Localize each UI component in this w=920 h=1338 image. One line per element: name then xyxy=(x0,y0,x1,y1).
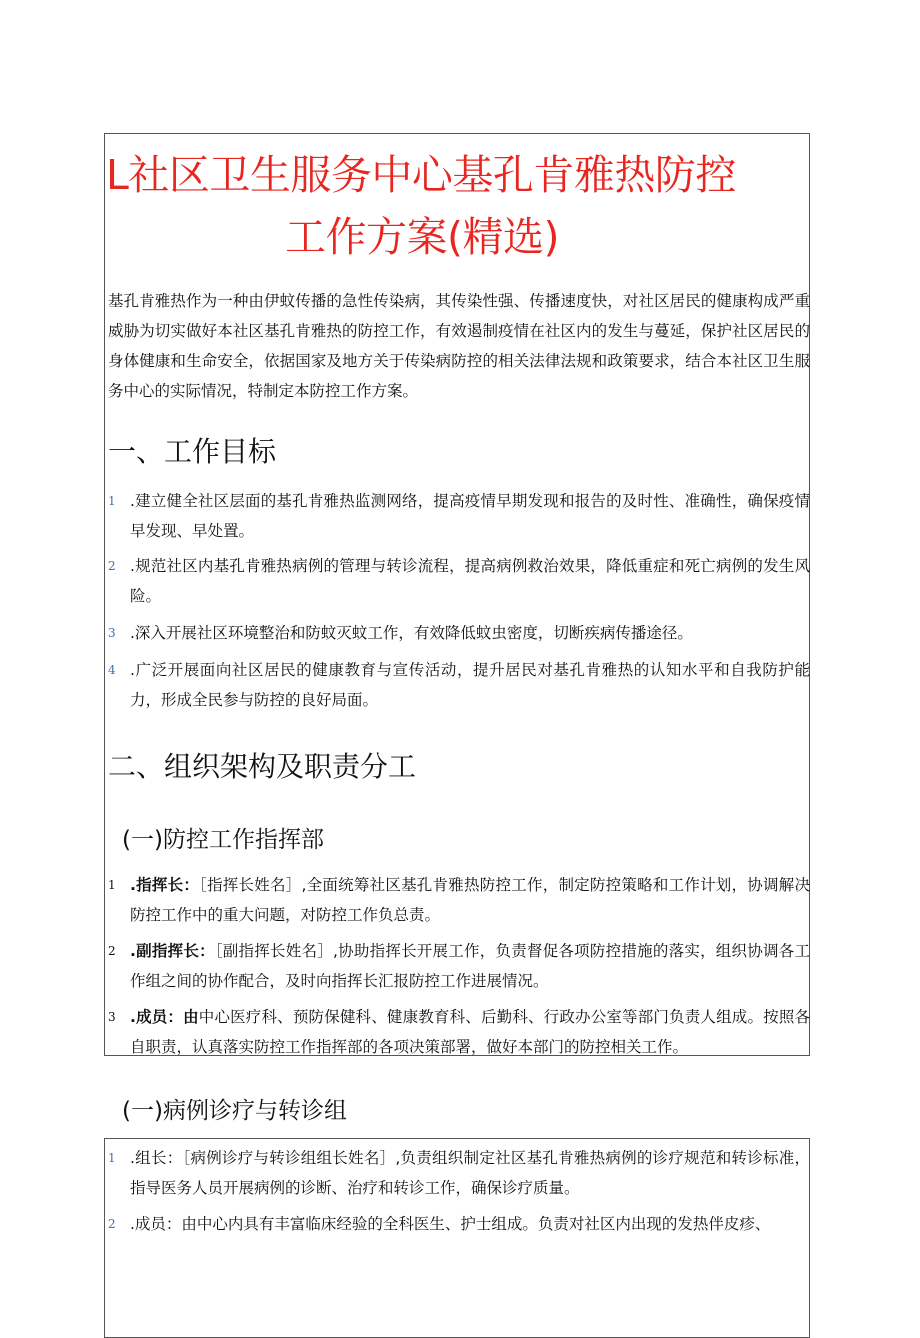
item-number: 4 xyxy=(108,663,116,677)
subsection-treatment-heading: (一)病例诊疗与转诊组 xyxy=(122,1098,347,1124)
command-item-2 xyxy=(108,936,810,996)
item-text: .广泛开展面向社区居民的健康教育与宣传活动，提升居民对基孔肯雅热的认知水平和自我防护能力，形成全民参与防控的良好局面。 xyxy=(130,661,810,709)
section-1-heading: 一、工作目标 xyxy=(108,435,277,468)
goal-item-1 xyxy=(108,486,810,546)
item-text: .规范社区内基孔肯雅热病例的管理与转诊流程，提高病例救治效果，降低重症和死亡病例的发生风险。 xyxy=(130,557,810,605)
item-lead: .指挥长： xyxy=(130,876,200,894)
item-lead: .成员：由 xyxy=(130,1008,199,1026)
item-number: 1 xyxy=(108,494,116,508)
intro-paragraph: 基孔肯雅热作为一种由伊蚊传播的急性传染病，其传染性强、传播速度快，对社区居民的健康构成严重威胁为切实做好本社区基孔肯雅热的防控工作，有效遏制疫情在社区内的发生与蔓延，保护社区居民的身体健康和生命安全，依据国家及地方关于传染病防控的相关法律法规和政策要求，结合本社区卫生服务中心的实际情况，特制定本防控工作方案。 xyxy=(108,292,810,400)
goal-item-4 xyxy=(108,655,810,715)
item-text xyxy=(108,936,810,996)
item-number: 1 xyxy=(108,878,116,892)
item-number: 1 xyxy=(108,1151,116,1165)
item-text: .深入开展社区环境整治和防蚊灭蚊工作，有效降低蚊虫密度，切断疾病传播途径。 xyxy=(130,624,693,642)
item-text: .成员：由中心内具有丰富临床经验的全科医生、护士组成。负责对社区内出现的发热伴皮疹、 xyxy=(130,1215,771,1233)
treatment-item-2 xyxy=(108,1209,810,1241)
command-item-3 xyxy=(108,1002,810,1062)
item-number: 3 xyxy=(108,626,116,640)
item-number: 2 xyxy=(108,1217,116,1231)
goal-item-2 xyxy=(108,551,810,611)
treatment-item-1 xyxy=(108,1143,810,1203)
section-2-heading: 二、组织架构及职责分工 xyxy=(108,750,417,783)
command-item-1 xyxy=(108,870,810,930)
item-lead: .副指挥长： xyxy=(130,942,215,960)
document-title-line-2: 工作方案(精选) xyxy=(285,213,559,261)
item-text: .建立健全社区层面的基孔肯雅热监测网络，提高疫情早期发现和报告的及时性、准确性，确保疫情早发现、早处置。 xyxy=(130,492,810,540)
goal-item-3 xyxy=(108,618,810,648)
document-title-line-1: L社区卫生服务中心基孔肯雅热防控 xyxy=(106,151,736,199)
item-number: 2 xyxy=(108,559,116,573)
item-body: 中心医疗科、预防保健科、健康教育科、后勤科、行政办公室等部门负责人组成。按照各自职责，认真落实防控工作指挥部的各项决策部署，做好本部门的防控相关工作。 xyxy=(130,1008,810,1056)
item-number: 3 xyxy=(108,1010,116,1024)
subsection-command-heading: (一)防控工作指挥部 xyxy=(122,827,324,853)
item-body: ［副指挥长姓名］,协助指挥长开展工作，负责督促各项防控措施的落实，组织协调各工作组之间的协作配合，及时向指挥长汇报防控工作进展情况。 xyxy=(130,942,810,990)
item-body: ［指挥长姓名］,全面统筹社区基孔肯雅热防控工作，制定防控策略和工作计划，协调解决防控工作中的重大问题，对防控工作负总责。 xyxy=(130,876,810,924)
item-number: 2 xyxy=(108,944,116,958)
item-text xyxy=(108,870,810,930)
item-text xyxy=(108,1002,810,1062)
item-text: .组长：［病例诊疗与转诊组组长姓名］,负责组织制定社区基孔肯雅热病例的诊疗规范和转诊标准，指导医务人员开展病例的诊断、治疗和转诊工作，确保诊疗质量。 xyxy=(130,1149,810,1197)
